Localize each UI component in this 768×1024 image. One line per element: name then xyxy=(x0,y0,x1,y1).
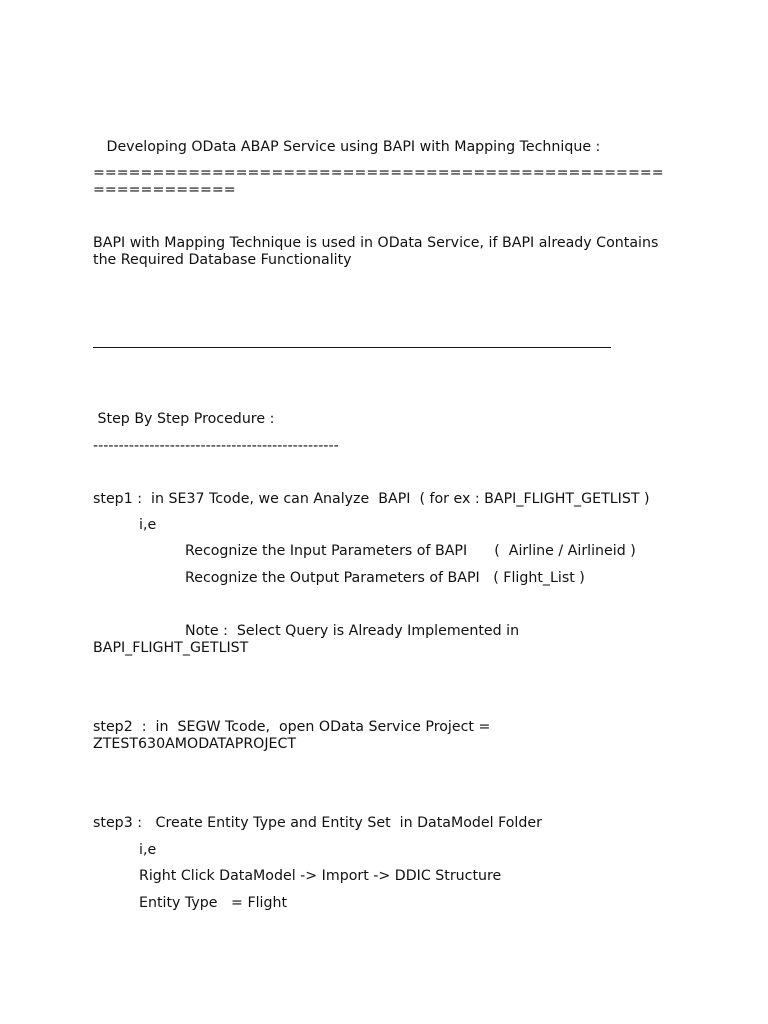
step1-note: Note : Select Query is Already Implemented in xyxy=(185,623,520,639)
step2-project-name: ZTEST630AMODATAPROJECT xyxy=(93,736,297,752)
step3-ie: i,e xyxy=(139,842,157,858)
title-underline-1: ================================================ xyxy=(93,165,664,181)
step3-entity-type: Entity Type = Flight xyxy=(139,895,288,911)
step1-output-params: Recognize the Output Parameters of BAPI ( Flight_List ) xyxy=(185,570,585,586)
horizontal-divider xyxy=(93,347,611,348)
intro-paragraph: BAPI with Mapping Technique is used in OData Service, if BAPI already Contains the Required Database Functionality xyxy=(93,235,659,268)
step1-text: step1 : in SE37 Tcode, we can Analyze BAPI ( for ex : BAPI_FLIGHT_GETLIST ) xyxy=(93,491,650,507)
step2-text: step2 : in SEGW Tcode, open OData Service Project = xyxy=(93,719,491,735)
step3-text: step3 : Create Entity Type and Entity Set in DataModel Folder xyxy=(93,815,542,831)
title-underline-2: ============ xyxy=(93,182,236,198)
document-title: Developing OData ABAP Service using BAPI with Mapping Technique : xyxy=(93,139,601,155)
step3-instruction: Right Click DataModel -> Import -> DDIC Structure xyxy=(139,868,502,884)
step1-note-continued: BAPI_FLIGHT_GETLIST xyxy=(93,640,249,656)
section-heading: Step By Step Procedure : xyxy=(93,411,275,427)
section-heading-underline: ------------------------------------------------ xyxy=(93,438,339,454)
step1-input-params: Recognize the Input Parameters of BAPI ( Airline / Airlineid ) xyxy=(185,543,636,559)
step1-ie: i,e xyxy=(139,517,157,533)
